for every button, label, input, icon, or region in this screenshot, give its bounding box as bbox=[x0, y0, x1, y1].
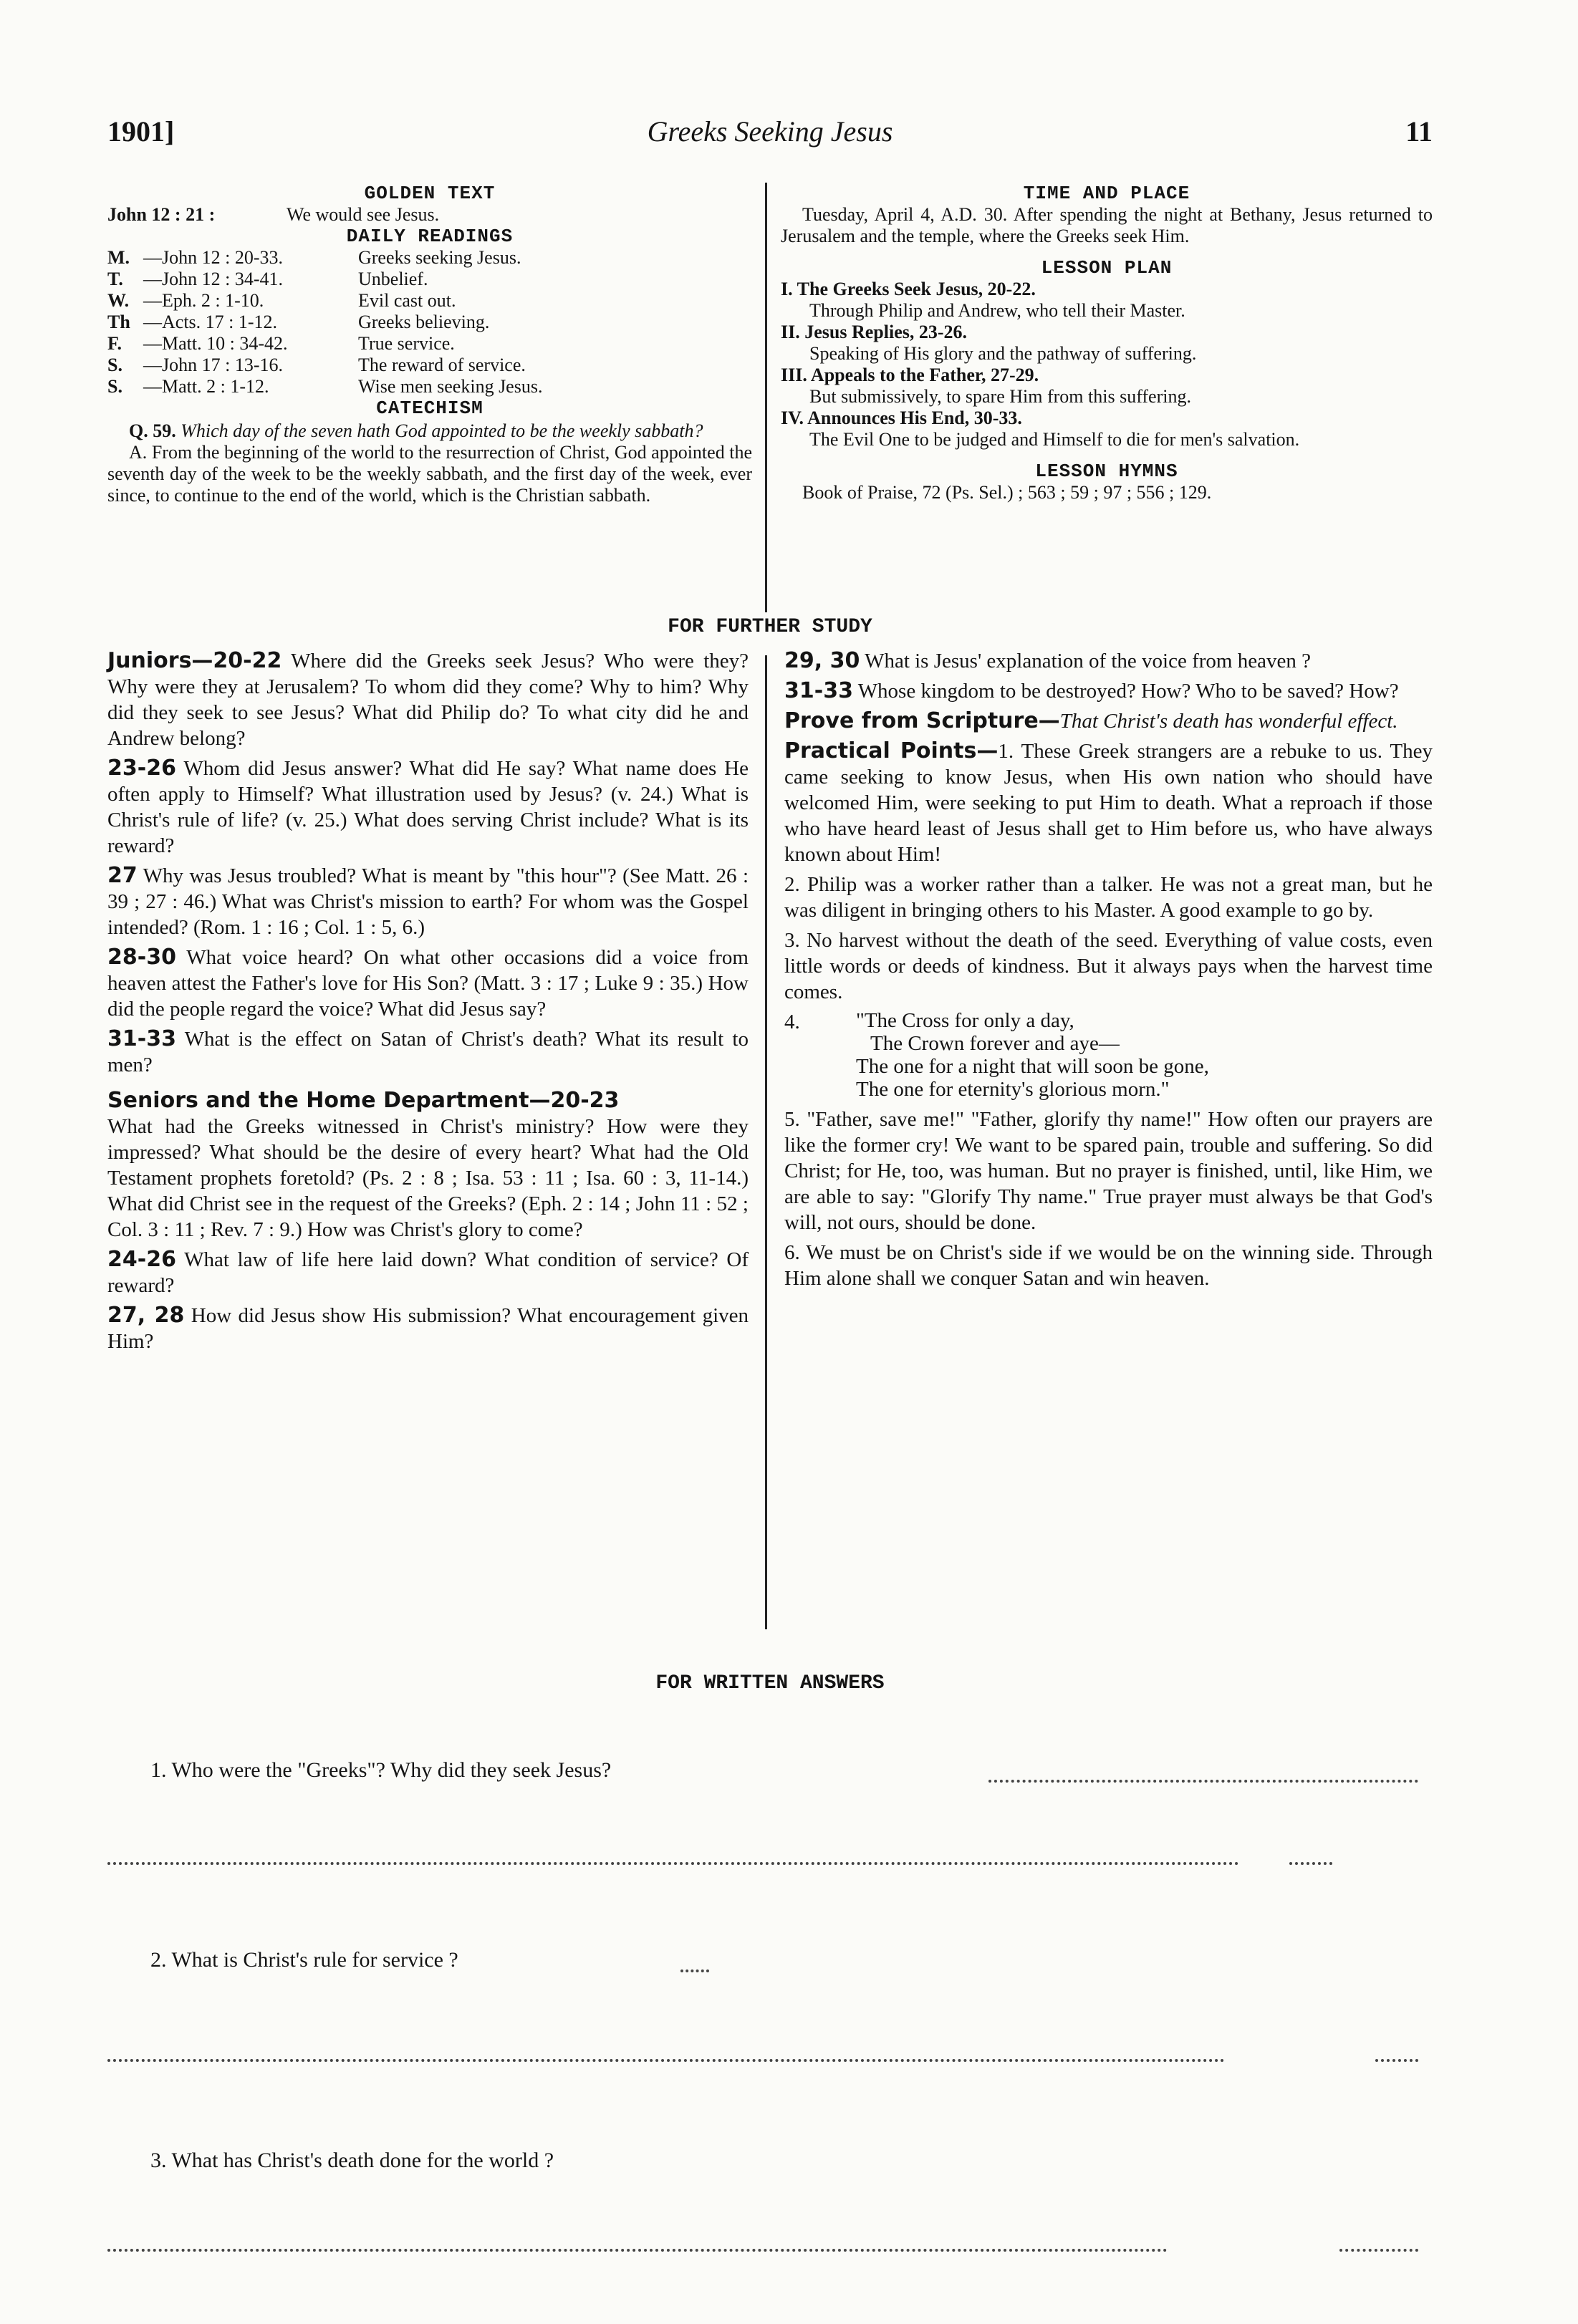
answer-line[interactable] bbox=[680, 1969, 709, 1972]
practical-point bbox=[784, 738, 1433, 867]
study-lead: 29, 30 bbox=[784, 648, 860, 673]
prove-text: That Christ's death has wonderful effect. bbox=[1059, 710, 1398, 733]
reading-row bbox=[107, 376, 752, 397]
answer-line[interactable] bbox=[1289, 1862, 1332, 1865]
practical-point: 6. We must be on Christ's side if we would be on the winning side. Through Him alone shall we conquer Satan and win heaven. bbox=[784, 1241, 1433, 1290]
poem-line: The one for eternity's glorious morn." bbox=[856, 1078, 1170, 1101]
column-divider-top bbox=[765, 183, 767, 612]
study-text: Where did the Greeks seek Jesus? Who were they? Why were they at Jerusalem? To whom did they come? Why to him? Why did they seek to see Jesus? What did Philip do? To what city did he and Andrew belong? bbox=[107, 650, 749, 750]
plan-sub: The Evil One to be judged and Himself to die for men's salvation. bbox=[809, 429, 1300, 450]
reading-title: Wise men seeking Jesus. bbox=[358, 376, 543, 397]
answer-line[interactable] bbox=[1339, 2249, 1418, 2252]
study-item bbox=[107, 648, 749, 751]
reading-ref: —John 12 : 34-41. bbox=[143, 269, 283, 289]
study-item bbox=[107, 1026, 749, 1078]
written-question: 1. Who were the "Greeks"? Why did they seek Jesus? bbox=[150, 1758, 612, 1782]
answer-line[interactable] bbox=[107, 1862, 1239, 1865]
golden-text-body: We would see Jesus. bbox=[287, 204, 440, 225]
golden-text-heading: GOLDEN TEXT bbox=[364, 183, 496, 204]
reading-title: Greeks seeking Jesus. bbox=[358, 247, 521, 268]
catechism-question bbox=[107, 420, 752, 442]
time-place-text: Tuesday, April 4, A.D. 30. After spending the night at Bethany, Jesus returned to Jerusalem and the temple, where the Greeks seek Him. bbox=[781, 204, 1433, 246]
reading-day: S. bbox=[107, 355, 122, 375]
poem-line: The Crown forever and aye— bbox=[870, 1032, 1120, 1055]
lesson-plan-item bbox=[781, 322, 1433, 365]
reading-ref: —Matt. 2 : 1-12. bbox=[143, 376, 269, 397]
study-item bbox=[107, 1303, 749, 1354]
left-helps-column bbox=[107, 183, 752, 506]
study-text: What had the Greeks witnessed in Christ's ministry? How were they impressed? What should be the desire of every heart? What had the Old Testament prophets foretold? (Ps. 2 : 8 ; Isa. 53 : 11 ; Isa. 60 : 3, 11-14.) What did Christ see in the request of the Greeks? (Eph. 2 : 14 ; John 11 : 52 ; Col. 3 : 11 ; Rev. 7 : 9.) How was Christ's glory to come? bbox=[107, 1115, 749, 1241]
year: 1901] bbox=[107, 115, 175, 148]
reading-title: The reward of service. bbox=[358, 355, 526, 375]
reading-title: True service. bbox=[358, 333, 455, 354]
written-answers bbox=[107, 1672, 1433, 2172]
plan-title: IV. Announces His End, 30-33. bbox=[781, 408, 1022, 428]
practical-title: Practical Points— bbox=[784, 738, 999, 763]
practical-point: 2. Philip was a worker rather than a talker. He was not a great man, but he was diligent in bringing others to his Master. A good example to go by. bbox=[784, 873, 1433, 922]
plan-title: I. The Greeks Seek Jesus, 20-22. bbox=[781, 279, 1036, 299]
reading-row bbox=[107, 247, 752, 269]
poem-number: 4. bbox=[784, 1011, 800, 1033]
study-text: What voice heard? On what other occasions did a voice from heaven attest the Father's love for His Son? (Matt. 3 : 17 ; Luke 9 : 35.) How did the people regard the voice? What did Jesus say? bbox=[107, 946, 749, 1021]
reading-title: Unbelief. bbox=[358, 269, 428, 289]
lesson-plan-heading: LESSON PLAN bbox=[1041, 257, 1173, 279]
running-header bbox=[107, 115, 1433, 158]
reading-ref: —John 12 : 20-33. bbox=[143, 247, 283, 268]
answer-line[interactable] bbox=[107, 2059, 1225, 2062]
reading-row bbox=[107, 269, 752, 290]
study-text: How did Jesus show His submission? What encouragement given Him? bbox=[107, 1304, 749, 1353]
seniors-title: Seniors and the Home Department—20-23 bbox=[107, 1088, 620, 1113]
plan-sub: Speaking of His glory and the pathway of suffering. bbox=[809, 343, 1197, 364]
study-text: Whose kingdom to be destroyed? How? Who to be saved? How? bbox=[857, 680, 1399, 703]
catechism-answer: A. From the beginning of the world to the resurrection of Christ, God appointed the seventh day of the week to be the weekly sabbath, and the first day of the week, ever since, to continue to the end of the world, which is the Christian sabbath. bbox=[107, 442, 752, 506]
further-study bbox=[107, 648, 1433, 1629]
poem-line: The one for a night that will soon be gone, bbox=[856, 1055, 1209, 1078]
further-study-heading: FOR FURTHER STUDY bbox=[668, 616, 872, 638]
reading-day: T. bbox=[107, 269, 123, 289]
reading-day: S. bbox=[107, 376, 122, 397]
lesson-hymns-text: Book of Praise, 72 (Ps. Sel.) ; 563 ; 59 ; 97 ; 556 ; 129. bbox=[802, 482, 1212, 503]
answer-line[interactable] bbox=[988, 1780, 1418, 1783]
prove-title: Prove from Scripture— bbox=[784, 708, 1060, 733]
study-text: Why was Jesus troubled? What is meant by "this hour"? (See Matt. 26 : 39 ; 27 : 46.) What was Christ's mission to earth? For whom was the Gospel intended? (Rom. 1 : 16 ; Col. 1 : 5, 6.) bbox=[107, 864, 749, 939]
study-lead: 31-33 bbox=[107, 1026, 176, 1051]
catechism-heading: CATECHISM bbox=[376, 397, 483, 419]
reading-ref: —Matt. 10 : 34-42. bbox=[143, 333, 288, 354]
poem-block bbox=[784, 1009, 1433, 1101]
reading-title: Greeks believing. bbox=[358, 312, 490, 332]
reading-row bbox=[107, 355, 752, 376]
written-question: 2. What is Christ's rule for service ? bbox=[150, 1948, 458, 1972]
practical-point: 5. "Father, save me!" "Father, glorify thy name!" How often our prayers are like the former cry! We want to be spared pain, trouble and suffering. So did Christ; for He, too, was human. But no prayer is finished, until, like Him, we are able to say: "Glorify Thy name." True prayer must always be that God's will, not ours, should be done. bbox=[784, 1108, 1433, 1234]
study-text: What law of life here laid down? What condition of service? Of reward? bbox=[107, 1248, 749, 1297]
reading-title: Evil cast out. bbox=[358, 290, 456, 311]
poem-line: "The Cross for only a day, bbox=[856, 1009, 1074, 1032]
answer-line[interactable] bbox=[107, 2249, 1168, 2252]
further-study-right bbox=[784, 648, 1433, 1296]
running-title: Greeks Seeking Jesus bbox=[647, 115, 893, 148]
reading-row bbox=[107, 333, 752, 355]
study-item bbox=[107, 945, 749, 1022]
study-item bbox=[107, 756, 749, 859]
reading-row bbox=[107, 312, 752, 333]
study-lead: 27, 28 bbox=[107, 1303, 185, 1328]
lesson-plan-item bbox=[781, 365, 1433, 408]
reading-ref: —Acts. 17 : 1-12. bbox=[143, 312, 278, 332]
written-answers-heading: FOR WRITTEN ANSWERS bbox=[655, 1672, 885, 1694]
page bbox=[107, 115, 1433, 506]
study-text: What is the effect on Satan of Christ's death? What its result to men? bbox=[107, 1028, 749, 1076]
lesson-hymns-heading: LESSON HYMNS bbox=[1035, 461, 1178, 482]
lesson-helps bbox=[107, 183, 1433, 605]
poem bbox=[813, 1009, 1209, 1101]
study-lead: 31-33 bbox=[784, 678, 853, 703]
reading-day: M. bbox=[107, 247, 130, 268]
reading-ref: —John 17 : 13-16. bbox=[143, 355, 283, 375]
lesson-plan-item bbox=[781, 408, 1433, 450]
plan-title: III. Appeals to the Father, 27-29. bbox=[781, 365, 1039, 385]
written-question: 3. What has Christ's death done for the world ? bbox=[150, 2149, 554, 2172]
plan-sub: Through Philip and Andrew, who tell their Master. bbox=[809, 300, 1185, 321]
reading-day: F. bbox=[107, 333, 122, 354]
study-item bbox=[107, 863, 749, 940]
study-item bbox=[784, 648, 1433, 674]
juniors-title: Juniors—20-22 bbox=[107, 648, 282, 673]
study-lead: 23-26 bbox=[107, 756, 176, 781]
golden-text bbox=[107, 204, 752, 226]
reading-ref: —Eph. 2 : 1-10. bbox=[143, 290, 264, 311]
golden-text-ref: John 12 : 21 : bbox=[107, 204, 216, 225]
further-study-left bbox=[107, 648, 749, 1359]
daily-readings bbox=[107, 247, 752, 397]
catechism-q-text: Which day of the seven hath God appointed to be the weekly sabbath? bbox=[181, 420, 703, 441]
lesson-plan-item bbox=[781, 279, 1433, 322]
catechism-q-num: Q. 59. bbox=[129, 420, 176, 441]
plan-sub: But submissively, to spare Him from this suffering. bbox=[809, 386, 1191, 407]
study-item bbox=[107, 1088, 749, 1243]
answer-line[interactable] bbox=[1375, 2059, 1418, 2062]
study-lead: 27 bbox=[107, 863, 138, 888]
study-lead: 24-26 bbox=[107, 1247, 176, 1272]
right-helps-column bbox=[781, 183, 1433, 503]
plan-title: II. Jesus Replies, 23-26. bbox=[781, 322, 968, 342]
practical-point: 3. No harvest without the death of the seed. Everything of value costs, even little words or deeds of kindness. But it always pays when the harvest time comes. bbox=[784, 929, 1433, 1003]
reading-row bbox=[107, 290, 752, 312]
study-item bbox=[784, 678, 1433, 704]
study-text: What is Jesus' explanation of the voice from heaven ? bbox=[865, 650, 1311, 672]
daily-readings-heading: DAILY READINGS bbox=[346, 226, 514, 247]
prove-scripture bbox=[784, 708, 1433, 734]
page-number: 11 bbox=[1405, 115, 1433, 148]
study-text: Whom did Jesus answer? What did He say? What name does He often apply to Himself? What illustration used by Jesus? (v. 24.) What is Christ's rule of life? (v. 25.) What does serving Christ include? What is its reward? bbox=[107, 757, 749, 857]
study-item bbox=[107, 1247, 749, 1298]
study-lead: 28-30 bbox=[107, 945, 176, 970]
column-divider-middle bbox=[765, 655, 767, 1629]
reading-day: W. bbox=[107, 290, 130, 311]
reading-day: Th bbox=[107, 312, 130, 332]
practical-text: 1. These Greek strangers are a rebuke to us. They came seeking to know Jesus, when His own nation who should have welcomed Him, were seeking to put Him to death. What a reproach if those who have heard least of Jesus shall get to Him before us, who have always known about Him! bbox=[784, 740, 1433, 866]
time-place-heading: TIME AND PLACE bbox=[1023, 183, 1190, 204]
